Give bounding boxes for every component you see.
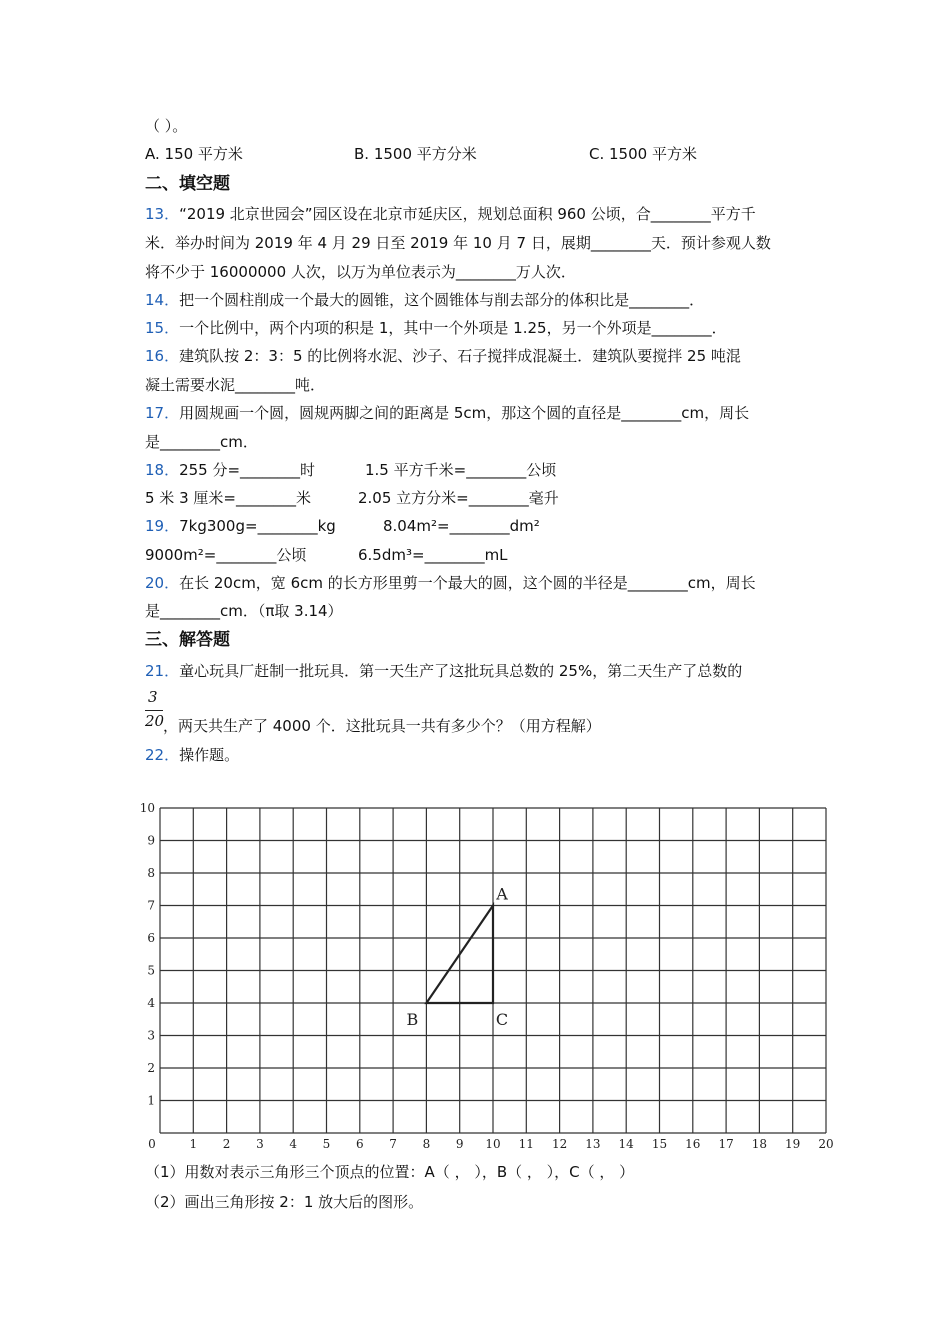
x-tick-label: 3 xyxy=(256,1137,264,1151)
x-tick-label: 5 xyxy=(322,1137,331,1151)
q19-c: 9000m²=________公顷 xyxy=(145,546,307,564)
y-tick-label: 7 xyxy=(147,898,155,913)
section-3-title: 三、解答题 xyxy=(145,630,230,650)
q20-number: 20． xyxy=(145,574,180,592)
x-tick-label: 2 xyxy=(222,1137,231,1151)
q12-tail: （ ）。 xyxy=(145,117,188,135)
vertex-label-b: B xyxy=(406,1010,419,1029)
q22-sub1: （1）用数对表示三角形三个顶点的位置：A（ ， ），B（ ， ），C（ ， ） xyxy=(145,1163,635,1181)
q17-line2: 是________cm． xyxy=(145,433,258,451)
q21-text-1: 童心玩具厂赶制一批玩具．第一天生产了这批玩具总数的 25%，第二天生产了总数的 xyxy=(179,662,743,680)
q15-text: 一个比例中，两个内项的积是 1，其中一个外项是 1.25，另一个外项是________． xyxy=(179,319,727,337)
q14-text: 把一个圆柱削成一个最大的圆锥，这个圆锥体与削去部分的体积比是________． xyxy=(179,291,705,309)
x-tick-label: 19 xyxy=(785,1137,801,1151)
fraction-denominator: 20 xyxy=(145,712,165,730)
x-tick-label: 15 xyxy=(651,1137,668,1151)
q21-line2: ，两天共生产了 4000 个．这批玩具一共有多少个？（用方程解） xyxy=(163,717,601,735)
q19-number: 19． xyxy=(145,517,180,535)
q18-c: 5 米 3 厘米=________米 xyxy=(145,489,311,507)
x-tick-label: 6 xyxy=(355,1137,364,1151)
q22-text: 操作题。 xyxy=(179,746,240,764)
q12-option-a: A. 150 平方米 xyxy=(145,145,243,163)
q22-number: 22． xyxy=(145,746,180,764)
section-2-title: 二、填空题 xyxy=(145,174,230,194)
q16-number: 16． xyxy=(145,347,180,365)
q20-text-1: 在长 20cm，宽 6cm 的长方形里剪一个最大的圆，这个圆的半径是________cm，周长 xyxy=(179,574,756,592)
y-tick-label: 10 xyxy=(139,801,155,815)
vertex-label-c: C xyxy=(495,1010,509,1029)
q21-number: 21． xyxy=(145,662,180,680)
q17-number: 17． xyxy=(145,404,180,422)
q13-number: 13． xyxy=(145,205,180,223)
q15-number: 15． xyxy=(145,319,180,337)
fraction-numerator: 3 xyxy=(148,688,158,706)
q22-sub2: （2）画出三角形按 2：1 放大后的图形。 xyxy=(145,1193,424,1211)
x-tick-label: 11 xyxy=(518,1137,534,1151)
x-tick-label: 14 xyxy=(618,1137,634,1151)
q19-d: 6.5dm³=________mL xyxy=(358,546,508,564)
y-tick-label: 8 xyxy=(147,866,155,880)
grid-axis-labels xyxy=(140,801,834,1151)
x-tick-label: 4 xyxy=(289,1137,298,1151)
q13-line3: 将不少于 16000000 人次，以万为单位表示为________万人次． xyxy=(145,263,576,281)
y-tick-label: 1 xyxy=(147,1093,155,1108)
q16-line2: 凝土需要水泥________吨． xyxy=(145,376,326,394)
x-tick-label: 8 xyxy=(422,1137,431,1151)
y-tick-label: 2 xyxy=(147,1061,155,1075)
q20-line2: 是________cm．（π取 3.14） xyxy=(145,602,343,620)
q16-text-1: 建筑队按 2：3：5 的比例将水泥、沙子、石子搅拌成混凝土．建筑队要搅拌 25 吨混 xyxy=(179,347,741,365)
q12-option-b: B. 1500 平方分米 xyxy=(354,145,477,163)
x-tick-label: 1 xyxy=(189,1137,198,1151)
q12-option-c: C. 1500 平方米 xyxy=(589,145,697,163)
x-tick-label: 9 xyxy=(455,1137,464,1151)
y-tick-label: 3 xyxy=(147,1028,155,1043)
x-tick-label: 18 xyxy=(751,1137,768,1151)
q19-a: 7kg300g=________kg xyxy=(179,517,336,535)
x-tick-label: 12 xyxy=(551,1137,568,1151)
q13-text-1: “2019 北京世园会”园区设在北京市延庆区，规划总面积 960 公顷，合________平方千 xyxy=(179,205,756,223)
y-tick-label: 6 xyxy=(147,931,155,945)
q13-line2: 米．举办时间为 2019 年 4 月 29 日至 2019 年 10 月 7 日，展期________天．预计参观人数 xyxy=(145,234,771,252)
q18-a: 255 分=________时 xyxy=(179,461,316,479)
x-tick-label: 17 xyxy=(718,1137,734,1151)
y-tick-label: 5 xyxy=(147,963,155,978)
q18-b: 1.5 平方千米=________公顷 xyxy=(365,461,557,479)
x-tick-label: 10 xyxy=(485,1137,501,1151)
q14-number: 14． xyxy=(145,291,180,309)
q18-number: 18． xyxy=(145,461,180,479)
x-tick-label: 0 xyxy=(148,1137,156,1151)
q17-text-1: 用圆规画一个圆，圆规两脚之间的距离是 5cm，那这个圆的直径是________cm，周长 xyxy=(179,404,750,422)
q18-d: 2.05 立方分米=________毫升 xyxy=(358,489,559,507)
x-tick-label: 20 xyxy=(818,1137,834,1151)
x-tick-label: 13 xyxy=(585,1137,601,1151)
x-tick-label: 7 xyxy=(389,1137,397,1151)
x-tick-label: 16 xyxy=(685,1137,701,1151)
vertex-label-a: A xyxy=(496,884,508,904)
q19-b: 8.04m²=________dm² xyxy=(383,517,540,535)
y-tick-label: 9 xyxy=(147,833,155,848)
y-tick-label: 4 xyxy=(147,996,155,1010)
